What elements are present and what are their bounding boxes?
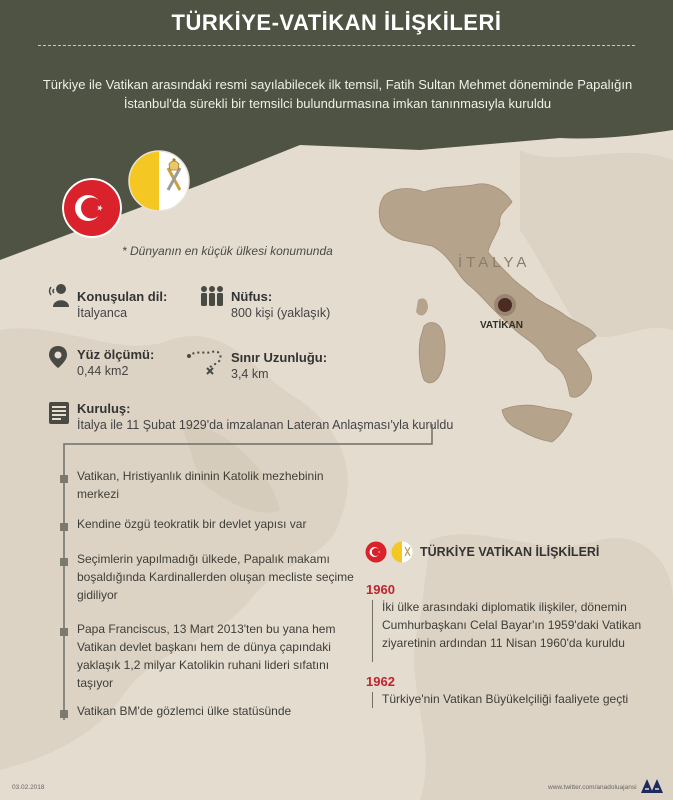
- timeline-item: Papa Franciscus, 13 Mart 2013'ten bu yana hem Vatikan devlet başkanı hem de dünya çapındaki yaklaşık 1,2 milyar Katolikin ruhani lideri sıfatını taşıyor: [77, 622, 336, 690]
- vatican-flag-small-icon: [391, 541, 413, 563]
- intro-text: Türkiye ile Vatikan arasındaki resmi sayılabilecek ilk temsil, Fatih Sultan Mehmet döneminde Papalığın İstanbul'da sürekli bir temsilci bulundurmasına imkan tanınmasıyla kuruldu: [42, 77, 633, 111]
- speaker-person-icon: [48, 283, 70, 307]
- event-line: [372, 600, 373, 662]
- timeline-dot: [60, 475, 68, 483]
- vatican-label: VATİKAN: [480, 320, 523, 331]
- footer-twitter: www.twitter.com/anadoluajansi: [548, 784, 637, 791]
- founding-label: Kuruluş:: [77, 401, 131, 416]
- event-text: İki ülke arasındaki diplomatik ilişkiler, dönemin Cumhurbaşkanı Celal Bayar'ın 1959'daki Vatikan ziyaretinin ardından 11 Nisan 1960'da kuruldu: [382, 600, 642, 650]
- timeline-item: Kendine özgü teokratik bir devlet yapısı var: [77, 517, 307, 531]
- turkey-flag-icon: [62, 178, 122, 238]
- italy-label: İTALYA: [458, 254, 531, 271]
- population-value: 800 kişi (yaklaşık): [231, 306, 331, 320]
- border-value: 3,4 km: [231, 367, 269, 381]
- population-icon: [199, 285, 225, 307]
- document-icon: [48, 401, 70, 425]
- border-label: Sınır Uzunluğu:: [231, 350, 328, 365]
- language-label: Konuşulan dil:: [77, 289, 168, 304]
- timeline-dot: [60, 628, 68, 636]
- area-value: 0,44 km2: [77, 364, 129, 378]
- event-year: 1962: [366, 674, 395, 689]
- timeline-dot: [60, 710, 68, 718]
- event-text: Türkiye'nin Vatikan Büyükelçiliği faaliyete geçti: [382, 692, 629, 706]
- turkey-flag-small-icon: [365, 541, 387, 563]
- smallest-country-note: * Dünyanın en küçük ülkesi konumunda: [122, 244, 333, 258]
- event-year: 1960: [366, 582, 395, 597]
- timeline-item: Vatikan, Hristiyanlık dininin Katolik mezhebinin merkezi: [77, 469, 324, 501]
- timeline-dot: [60, 558, 68, 566]
- page-title: TÜRKİYE-VATİKAN İLİŞKİLERİ: [171, 10, 502, 35]
- title-divider: [38, 45, 635, 46]
- founding-value: İtalya ile 11 Şubat 1929'da imzalanan Lateran Anlaşması'yla kuruldu: [77, 418, 454, 432]
- timeline-dot: [60, 523, 68, 531]
- relations-title: TÜRKİYE VATİKAN İLİŞKİLERİ: [420, 545, 600, 559]
- border-path-icon: [186, 348, 226, 376]
- event-line: [372, 692, 373, 708]
- area-label: Yüz ölçümü:: [77, 347, 155, 362]
- timeline-item: Vatikan BM'de gözlemci ülke statüsünde: [77, 704, 292, 718]
- vatican-flag-icon: [128, 150, 190, 212]
- footer-date: 03.02.2018: [12, 784, 45, 791]
- timeline-item: Seçimlerin yapılmadığı ülkede, Papalık makamı boşaldığında Kardinallerden oluşan mecliste seçime gidiliyor: [77, 552, 354, 602]
- anadolu-agency-logo-icon: [640, 778, 664, 794]
- language-value: İtalyanca: [77, 306, 128, 320]
- map-pin-icon: [48, 345, 68, 369]
- population-label: Nüfus:: [231, 289, 273, 304]
